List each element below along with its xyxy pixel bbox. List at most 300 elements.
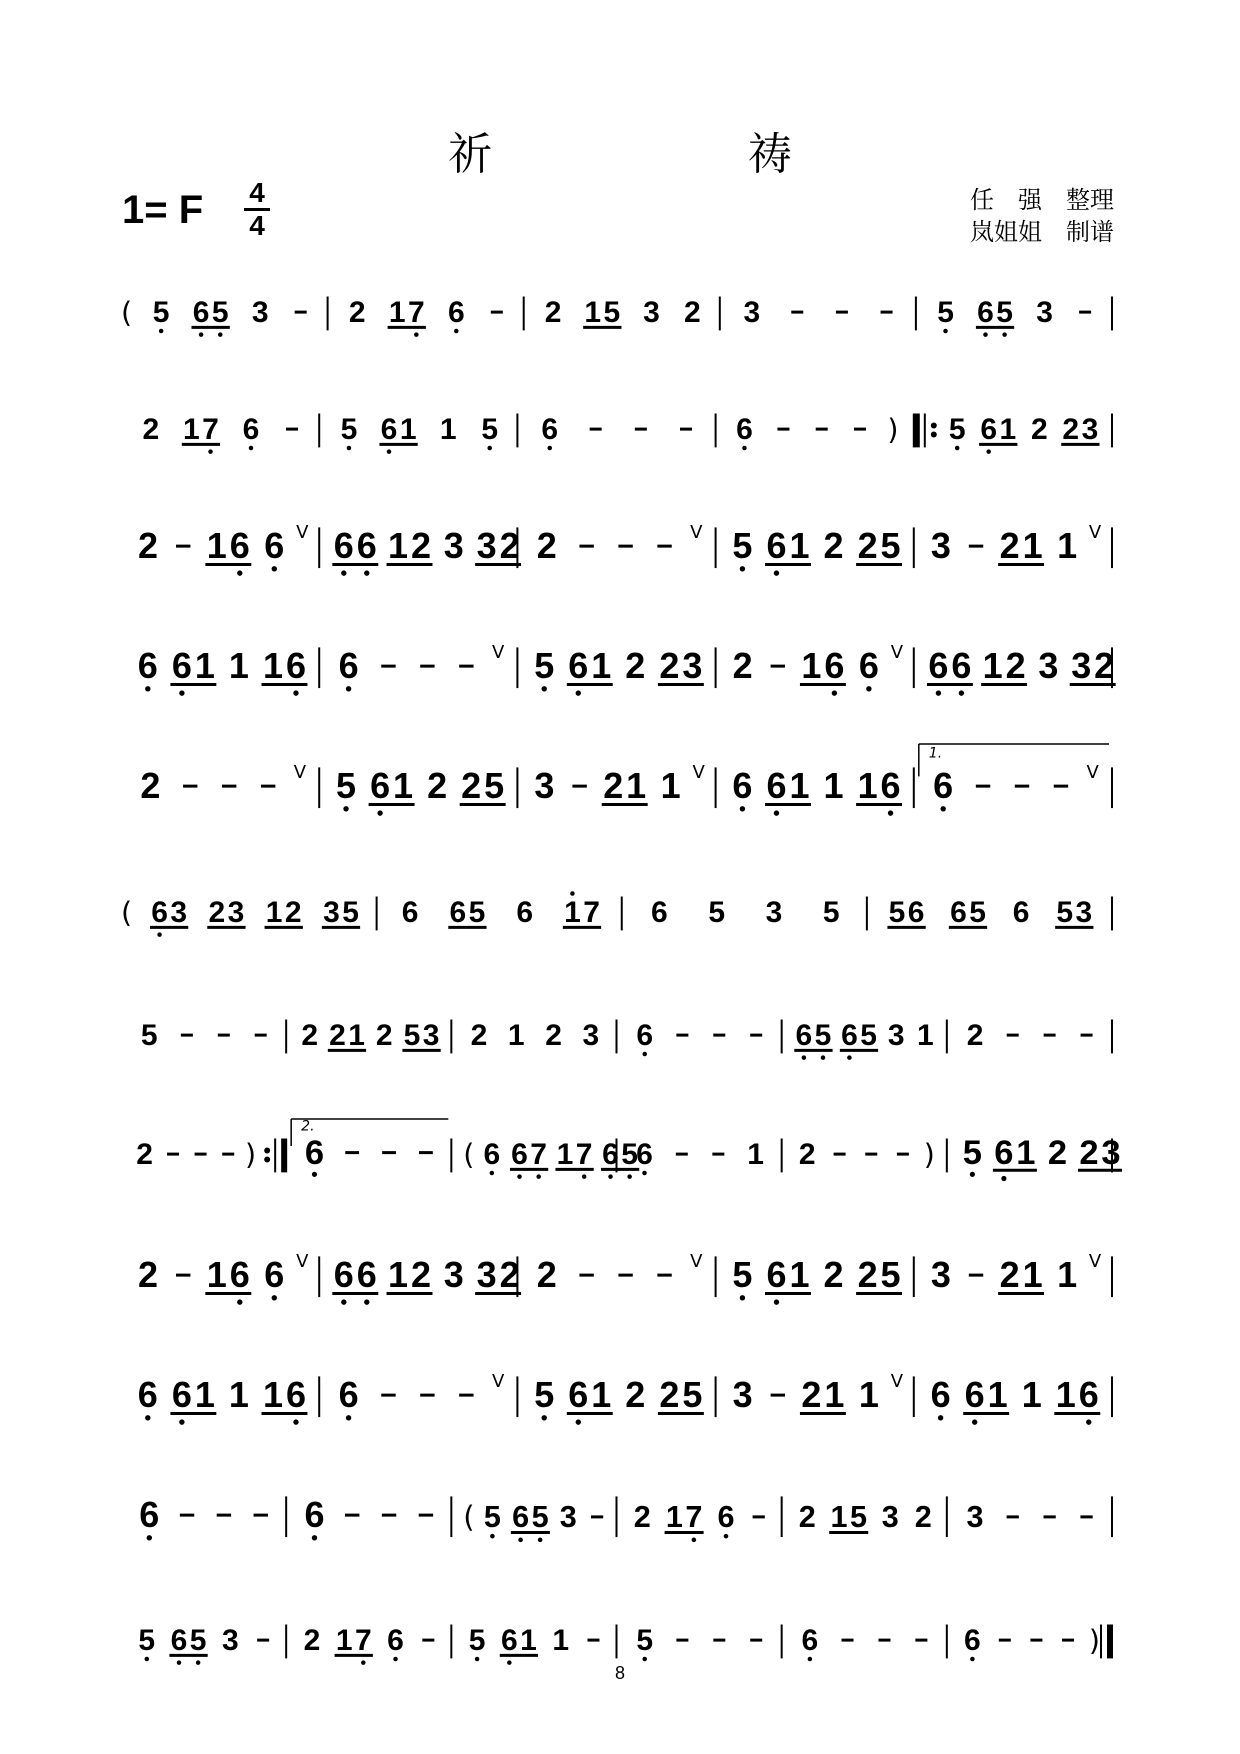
note: 6 (229, 525, 250, 566)
note: 1 (665, 1500, 683, 1534)
octave-dot-low (1001, 1176, 1006, 1181)
note: 5 (531, 1500, 549, 1534)
octave-dot-low (536, 1174, 541, 1179)
note: 2 (138, 525, 159, 566)
note: 3 (1081, 413, 1099, 446)
octave-dot-low (1086, 1419, 1091, 1424)
note: 2 (375, 1019, 393, 1052)
octave-dot-low (312, 1172, 317, 1177)
octave-dot-low (159, 329, 164, 334)
note: 7 (685, 1500, 703, 1534)
note: 5 (822, 896, 840, 929)
note: 1 (556, 1138, 574, 1171)
note: 7 (407, 296, 425, 329)
note: 5 (1056, 896, 1074, 929)
octave-dot-low (487, 446, 492, 451)
note: 5 (636, 1624, 654, 1657)
note: 6 (928, 645, 949, 686)
breath-mark: V (890, 1371, 904, 1393)
note: 1 (584, 296, 602, 329)
octave-dot-low (179, 1419, 184, 1424)
note: 1 (1022, 525, 1043, 566)
octave-dot-low (1002, 332, 1007, 337)
octave-dot-low (347, 446, 352, 451)
note: 6 (139, 1494, 160, 1535)
note: 1 (747, 1138, 764, 1171)
note: 5 (888, 896, 906, 929)
note: 1 (1021, 1374, 1042, 1415)
note: 3 (1036, 296, 1053, 329)
note: 5 (534, 645, 555, 686)
note: 6 (401, 896, 419, 929)
note: 1 (1022, 1254, 1043, 1295)
note: 2 (1005, 645, 1026, 686)
octave-dot-low (454, 329, 459, 334)
note: 1 (789, 765, 810, 806)
octave-dot-low (847, 1055, 852, 1060)
octave-dot-low (542, 1415, 547, 1420)
bracket: ( (463, 1138, 475, 1171)
octave-dot-low (490, 1171, 495, 1176)
note: 2 (427, 765, 448, 806)
octave-dot-low (490, 1534, 495, 1539)
note: 6 (858, 645, 879, 686)
octave-dot-low (740, 566, 745, 571)
note: 6 (602, 1138, 619, 1171)
note: 6 (338, 645, 359, 686)
note: 1 (262, 645, 284, 686)
note: 5 (603, 296, 621, 329)
note: 6 (766, 765, 787, 806)
note: 6 (483, 1138, 501, 1171)
page-number: 8 (614, 1663, 625, 1683)
repeat-dot (264, 1157, 270, 1163)
note: 2 (659, 1374, 680, 1415)
note: 3 (476, 525, 497, 566)
octave-dot-low (808, 1657, 813, 1662)
octave-dot-low (742, 446, 747, 451)
octave-dot-low (943, 329, 948, 334)
key-signature: 1= F (122, 188, 204, 232)
breath-mark: V (1088, 1251, 1102, 1273)
note: 6 (171, 1374, 192, 1415)
bracket: ) (245, 1138, 257, 1171)
octave-dot-low (582, 1174, 587, 1179)
note: 2 (461, 765, 482, 806)
octave-dot-low (774, 810, 779, 815)
octave-dot-low (364, 570, 369, 575)
note: 3 (1101, 1134, 1121, 1172)
octave-dot-low (387, 449, 392, 454)
note: 5 (152, 296, 170, 329)
note: 2 (499, 525, 520, 566)
octave-dot-low (293, 1419, 298, 1424)
note: 5 (732, 1254, 753, 1295)
note: 2 (301, 1019, 319, 1052)
note: 2 (410, 1254, 431, 1295)
bracket: ) (887, 413, 899, 446)
breath-mark: V (1088, 522, 1102, 544)
octave-dot-low (538, 1538, 543, 1543)
octave-dot-low (642, 1657, 647, 1662)
note: 1 (439, 413, 457, 446)
octave-dot-low (692, 1538, 697, 1543)
note: 5 (481, 413, 499, 446)
note: 2 (208, 896, 226, 929)
note: 6 (242, 413, 260, 446)
note: 3 (559, 1500, 577, 1534)
note: 3 (476, 1254, 497, 1295)
note: 2 (732, 645, 753, 686)
note: 3 (323, 896, 340, 929)
breath-mark: V (890, 642, 904, 664)
note: 3 (443, 525, 464, 566)
note: 6 (387, 1624, 404, 1657)
note: 5 (138, 1624, 156, 1657)
note: 6 (264, 525, 285, 566)
note: 6 (980, 413, 998, 446)
note: 2 (545, 1019, 562, 1052)
octave-dot-low (249, 446, 254, 451)
note: 1 (393, 765, 414, 806)
note: 2 (857, 525, 878, 566)
octave-dot-low (576, 690, 581, 695)
note: 2 (999, 525, 1020, 566)
note: 5 (403, 1019, 421, 1052)
note: 6 (370, 765, 391, 806)
note: 2 (1079, 1134, 1099, 1172)
note: 1 (388, 296, 406, 329)
note: 1 (591, 645, 612, 686)
note: 2 (348, 296, 366, 329)
note: 6 (950, 896, 967, 929)
breath-mark: V (1086, 762, 1099, 784)
note: 5 (880, 525, 901, 566)
octave-dot-low (312, 1535, 317, 1540)
note: 3 (643, 296, 660, 329)
note: 1 (228, 1374, 249, 1415)
note: 6 (930, 1374, 951, 1415)
octave-dot-low (740, 1295, 745, 1300)
note: 3 (170, 896, 188, 929)
note: 3 (743, 296, 761, 329)
octave-dot-low (576, 1419, 581, 1424)
octave-dot-low (642, 1052, 647, 1057)
note: 5 (708, 896, 726, 929)
note: 6 (304, 1494, 325, 1535)
note: 6 (447, 296, 465, 329)
octave-dot-low (414, 332, 419, 337)
note: 3 (1038, 645, 1059, 686)
note: 5 (140, 1019, 158, 1052)
note: 6 (795, 1019, 813, 1052)
note: 3 (534, 765, 555, 806)
note: 2 (684, 296, 701, 329)
octave-dot-low (970, 1172, 975, 1177)
note: 2 (857, 1254, 878, 1295)
octave-dot-low (802, 1055, 807, 1060)
octave-dot-low (218, 332, 223, 337)
octave-dot-low (199, 332, 204, 337)
octave-dot-low (970, 1657, 975, 1662)
note: 6 (304, 1134, 325, 1172)
octave-dot-low (542, 686, 547, 691)
octave-dot-low (888, 810, 893, 815)
note: 1 (1057, 1254, 1078, 1295)
note: 6 (636, 1019, 654, 1052)
note: 1 (348, 1019, 365, 1052)
note: 7 (530, 1138, 547, 1171)
note: 2 (801, 1374, 822, 1415)
note: 7 (575, 1138, 593, 1171)
octave-dot-low (341, 570, 346, 575)
credit-arranger: 任 强 整理 (970, 186, 1114, 214)
note: 2 (136, 1138, 153, 1171)
note: 3 (422, 1019, 440, 1052)
octave-dot-low (518, 1538, 523, 1543)
volta-label: 1. (928, 745, 943, 762)
note: 3 (1071, 645, 1092, 686)
breath-mark: V (690, 1251, 703, 1273)
breath-mark: V (293, 762, 307, 784)
bracket: ) (1088, 1624, 1100, 1657)
note: 6 (333, 1254, 354, 1295)
note: 1 (1057, 525, 1078, 566)
volta-label: 2. (301, 1118, 315, 1135)
note: 5 (468, 1624, 486, 1657)
octave-dot-low (774, 570, 779, 575)
note: 3 (222, 1624, 239, 1657)
note: 1 (626, 765, 647, 806)
note: 1 (388, 1254, 409, 1295)
octave-dot-low (293, 690, 298, 695)
octave-dot-high (570, 891, 575, 896)
octave-dot-low (145, 1415, 150, 1420)
note: 3 (881, 1500, 899, 1534)
note: 5 (342, 896, 359, 929)
note: 5 (483, 1500, 501, 1534)
note: 1 (335, 1624, 353, 1657)
breath-mark: V (692, 762, 705, 784)
octave-dot-low (940, 806, 945, 811)
octave-dot-low (983, 332, 988, 337)
note: 6 (137, 645, 158, 686)
note: 5 (996, 296, 1013, 329)
note: 2 (603, 765, 624, 806)
note: 6 (994, 1134, 1014, 1172)
note: 1 (858, 1374, 879, 1415)
note: 2 (544, 296, 562, 329)
note: 6 (333, 525, 354, 566)
bracket: ( (463, 1500, 475, 1534)
note: 1 (999, 413, 1017, 446)
octave-dot-low (237, 1299, 242, 1304)
note: 1 (228, 645, 249, 686)
bracket: ( (120, 296, 133, 329)
breath-mark: V (690, 522, 703, 544)
note: 7 (202, 413, 219, 446)
note: 6 (1012, 896, 1030, 929)
note: 2 (536, 1254, 557, 1295)
note: 6 (933, 765, 954, 806)
note: 1 (660, 765, 681, 806)
note: 5 (336, 765, 357, 806)
repeat-dot (931, 423, 937, 429)
note: 5 (340, 413, 358, 446)
octave-dot-low (147, 1535, 152, 1540)
note: 2 (536, 525, 557, 566)
octave-dot-low (936, 690, 941, 695)
note: 6 (171, 645, 192, 686)
note: 5 (211, 296, 229, 329)
note: 3 (930, 525, 951, 566)
note: 2 (410, 525, 431, 566)
octave-dot-low (938, 1415, 943, 1420)
note: 5 (814, 1019, 832, 1052)
note: 1 (399, 413, 417, 446)
octave-dot-low (272, 1295, 277, 1300)
note: 6 (977, 296, 994, 329)
note: 3 (732, 1374, 753, 1415)
note: 6 (717, 1500, 735, 1534)
note: 2 (499, 1254, 520, 1295)
note: 1 (206, 1254, 227, 1295)
note: 1 (194, 645, 215, 686)
note: 6 (285, 1374, 306, 1415)
note: 6 (511, 1138, 528, 1171)
note: 6 (568, 1374, 589, 1415)
octave-dot-low (377, 810, 382, 815)
note: 2 (966, 1019, 984, 1052)
note: 6 (964, 1624, 981, 1657)
note: 6 (636, 1138, 653, 1171)
note: 1 (262, 1374, 284, 1415)
note: 2 (625, 645, 646, 686)
breath-mark: V (491, 1371, 505, 1393)
note: 2 (1062, 413, 1080, 446)
octave-dot-low (475, 1657, 480, 1662)
note: 1 (564, 896, 581, 929)
note: 6 (651, 896, 668, 929)
note: 6 (907, 896, 925, 929)
octave-dot-low (346, 1415, 351, 1420)
breath-mark: V (296, 522, 309, 544)
note: 1 (823, 765, 844, 806)
note: 6 (736, 413, 753, 446)
note: 6 (192, 296, 210, 329)
note: 2 (914, 1500, 932, 1534)
note: 1 (206, 525, 227, 566)
octave-dot-low (608, 1174, 613, 1179)
note: 6 (356, 1254, 377, 1295)
note: 1 (265, 896, 283, 929)
note: 6 (801, 1624, 819, 1657)
note: 1 (194, 1374, 215, 1415)
note: 2 (823, 525, 844, 566)
note: 3 (1075, 896, 1093, 929)
note: 3 (227, 896, 245, 929)
note: 6 (137, 1374, 158, 1415)
note: 6 (285, 645, 306, 686)
note: 6 (151, 896, 168, 929)
note: 1 (552, 1624, 570, 1657)
bracket: ) (923, 1138, 935, 1171)
note: 5 (969, 896, 986, 929)
octave-dot-low (866, 686, 871, 691)
note: 6 (541, 413, 559, 446)
note: 6 (964, 1374, 985, 1415)
note: 1 (801, 645, 822, 686)
note: 1 (388, 525, 409, 566)
note: 1 (857, 765, 878, 806)
octave-dot-low (642, 1171, 647, 1176)
note: 5 (880, 1254, 901, 1295)
octave-dot-low (208, 449, 213, 454)
time-signature-top: 4 (249, 177, 265, 208)
note: 5 (468, 896, 486, 929)
note: 2 (1030, 413, 1048, 446)
note: 1 (830, 1500, 848, 1534)
note: 2 (470, 1019, 488, 1052)
note: 6 (824, 645, 845, 686)
note: 3 (930, 1254, 951, 1295)
note: 1 (1016, 1134, 1036, 1172)
octave-dot-low (972, 1419, 977, 1424)
song-title: 祈 祷 (448, 129, 848, 180)
note: 7 (354, 1624, 372, 1657)
octave-dot-low (821, 1055, 826, 1060)
note: 6 (880, 765, 901, 806)
note: 2 (823, 1254, 844, 1295)
note: 2 (625, 1374, 646, 1415)
note: 6 (264, 1254, 285, 1295)
octave-dot-low (393, 1657, 398, 1662)
note: 6 (766, 1254, 787, 1295)
note: 6 (229, 1254, 250, 1295)
note: 1 (916, 1019, 934, 1052)
credit-engraver: 岚姐姐 制谱 (970, 218, 1114, 246)
octave-dot-low (724, 1534, 729, 1539)
note: 5 (937, 296, 954, 329)
octave-dot-low (364, 1299, 369, 1304)
note: 2 (798, 1138, 816, 1171)
octave-dot-low (986, 449, 991, 454)
note: 2 (303, 1624, 321, 1657)
octave-dot-low (272, 566, 277, 571)
note: 6 (380, 413, 398, 446)
note: 1 (987, 1374, 1008, 1415)
note: 1 (789, 525, 810, 566)
note: 2 (142, 413, 160, 446)
octave-dot-low (179, 690, 184, 695)
note: 1 (1055, 1374, 1076, 1415)
bracket: ( (120, 896, 133, 929)
note: 2 (999, 1254, 1020, 1295)
note: 1 (507, 1019, 525, 1052)
note: 5 (732, 525, 753, 566)
note: 6 (951, 645, 972, 686)
note: 5 (621, 1138, 638, 1171)
note: 6 (516, 896, 534, 929)
note: 3 (966, 1500, 984, 1534)
octave-dot-low (740, 806, 745, 811)
octave-dot-low (343, 806, 348, 811)
octave-dot-low (237, 570, 242, 575)
note: 1 (789, 1254, 810, 1295)
note: 3 (582, 1019, 600, 1052)
note: 3 (682, 645, 703, 686)
note: 3 (765, 896, 783, 929)
